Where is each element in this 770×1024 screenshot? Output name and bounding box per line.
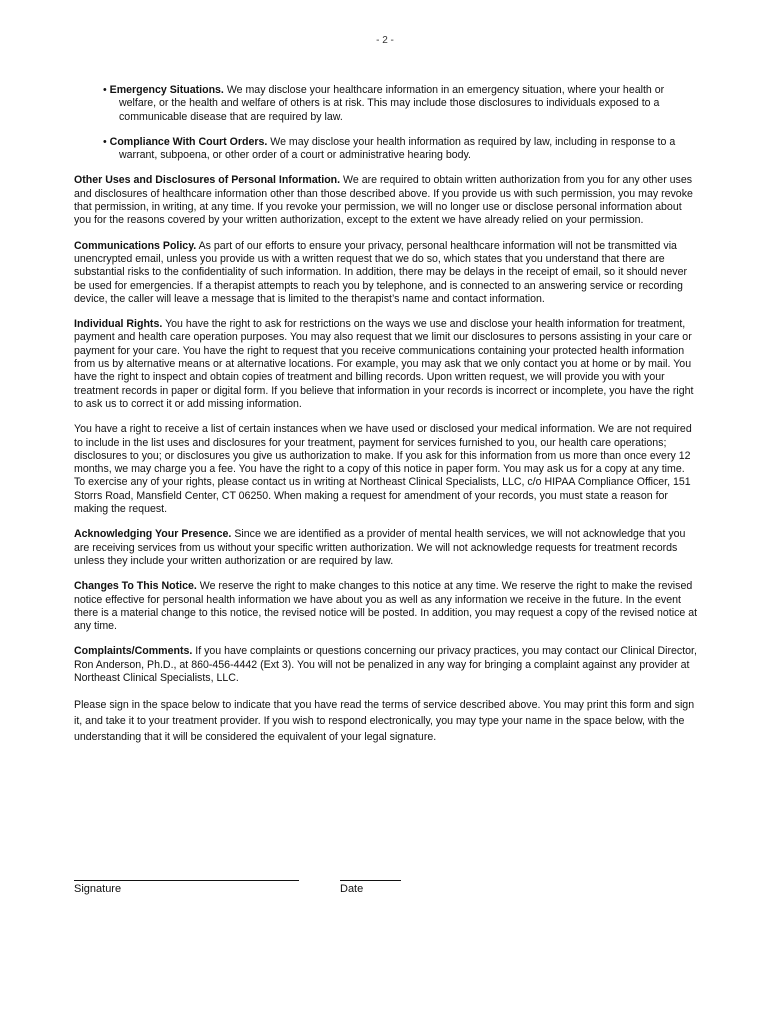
page-number: - 2 - bbox=[376, 35, 394, 46]
bullet-heading: Emergency Situations. bbox=[109, 84, 224, 96]
bullet-marker: • bbox=[103, 84, 107, 96]
section-text: You have a right to receive a list of certain instances when we have used or disclosed your medical information. We are not required to include in the list uses and disclosures for your treatment, payment for services furnished to you, our health care operations; disclosures to you; or disclosures you give us authorization to make. If you ask for this information from us more than once every 12 months, we may charge you a fee. You have the right to a copy of this notice in paper form. You may ask us for a copy at any time. To exercise any of your rights, please contact us in writing at Northeast Clinical Specialists, LLC, c/o HIPAA Compliance Officer, 151 Storrs Road, Mansfield Center, CT 06250. When making a request for amendment of your records, you must state a reason for making the request. bbox=[74, 423, 692, 516]
section-heading: Individual Rights. bbox=[74, 318, 163, 331]
section-other-uses bbox=[74, 174, 698, 227]
section-heading: Acknowledging Your Presence. bbox=[74, 528, 232, 541]
section-text: As part of our efforts to ensure your privacy, personal healthcare information will not be transmitted via unencrypted email, unless you provide us with a written request that we do so, which states that you understand that there are substantial risks to the confidentiality of such information. In addition, there may be delays in the receipt of email, so it should never be used for emergencies. If a therapist attempts to reach you by telephone, and is connected to an answering service or recording device, the caller will leave a message that is limited to the therapist’s name and contact information. bbox=[74, 239, 687, 305]
bullet-text: We may disclose your healthcare information in an emergency situation, where your health or welfare, or the health and welfare of others is at risk. This may include those disclosures to individuals exposed to a communicable disease that are required by law. bbox=[119, 84, 665, 123]
bullet-emergency-situations bbox=[74, 84, 698, 124]
notice-body bbox=[74, 84, 698, 757]
bullet-text: We may disclose your health information as required by law, including in response to a warrant, subpoena, or other order of a court or administrative hearing body. bbox=[119, 135, 676, 162]
section-changes-to-notice bbox=[74, 580, 698, 633]
section-complaints bbox=[74, 645, 698, 685]
section-heading: Changes To This Notice. bbox=[74, 580, 197, 593]
bullet-marker: • bbox=[103, 135, 107, 148]
date-label: Date bbox=[340, 883, 364, 895]
signature-label: Signature bbox=[74, 883, 122, 895]
section-acknowledging-presence bbox=[74, 528, 698, 568]
section-text: We reserve the right to make changes to this notice at any time. We reserve the right to make the revised notice effective for personal health information we have about you as well as any information we receive in the future. In the event there is a material change to this notice, the revised notice will be posted. In addition, you may request a copy of the revised notice at any time. bbox=[74, 580, 698, 633]
section-accounting-of-disclosures bbox=[74, 423, 698, 516]
signature-instructions: Please sign in the space below to indicate that you have read the terms of service described above. You may print this form and sign it, and take it to your treatment provider. If you wish to respond electronically, you may type your name in the space below, with the understanding that it will be considered the equivalent of your legal signature. bbox=[74, 699, 695, 744]
section-heading: Other Uses and Disclosures of Personal Information. bbox=[74, 174, 341, 187]
section-text: If you have complaints or questions concerning our privacy practices, you may contact our Clinical Director, Ron Anderson, Ph.D., at 860-456-4442 (Ext 3). You will not be penalized in any way for bringing a complaint against any provider at Northeast Clinical Specialists, LLC. bbox=[74, 645, 697, 684]
signature-line[interactable] bbox=[74, 868, 299, 881]
bullet-court-orders bbox=[74, 136, 698, 163]
section-heading: Communications Policy. bbox=[74, 239, 197, 252]
bullet-heading: Compliance With Court Orders. bbox=[109, 135, 268, 148]
section-text: Since we are identified as a provider of mental health services, we will not acknowledge that you are receiving services from us without your specific written authorization. We will not acknowledge requests for treatment records unless they include your written authorization or are required by law. bbox=[74, 528, 686, 567]
section-individual-rights bbox=[74, 318, 698, 411]
section-communications-policy bbox=[74, 240, 698, 306]
section-text: You have the right to ask for restrictions on the ways we use and disclose your health information for treatment, payment and health care operation purposes. You may also request that we limit our disclosures to persons assisting in your care or payment for your care. You have the right to request that you receive communications containing your protected health information from us by alternative means or at alternative locations. For example, you may ask that we only contact you at home or by mail. You have the right to inspect and obtain copies of treatment and billing records. Upon written request, we will provide you with your treatment records in paper or digital form. If you believe that information in your records is incorrect or incomplete, you have the right to ask us to correct it or add missing information. bbox=[74, 318, 694, 410]
section-heading: Complaints/Comments. bbox=[74, 645, 193, 658]
date-line[interactable] bbox=[340, 868, 401, 881]
section-text: We are required to obtain written authorization from you for any other uses and disclosures of healthcare information other than those described above. If you provide us with such permission, you may revoke that permission, in writing, at any time. If you revoke your permission, we will no longer use or disclose personal information about you for the reasons covered by your written authorization, except to the extent we have already relied on your permission. bbox=[74, 174, 693, 227]
